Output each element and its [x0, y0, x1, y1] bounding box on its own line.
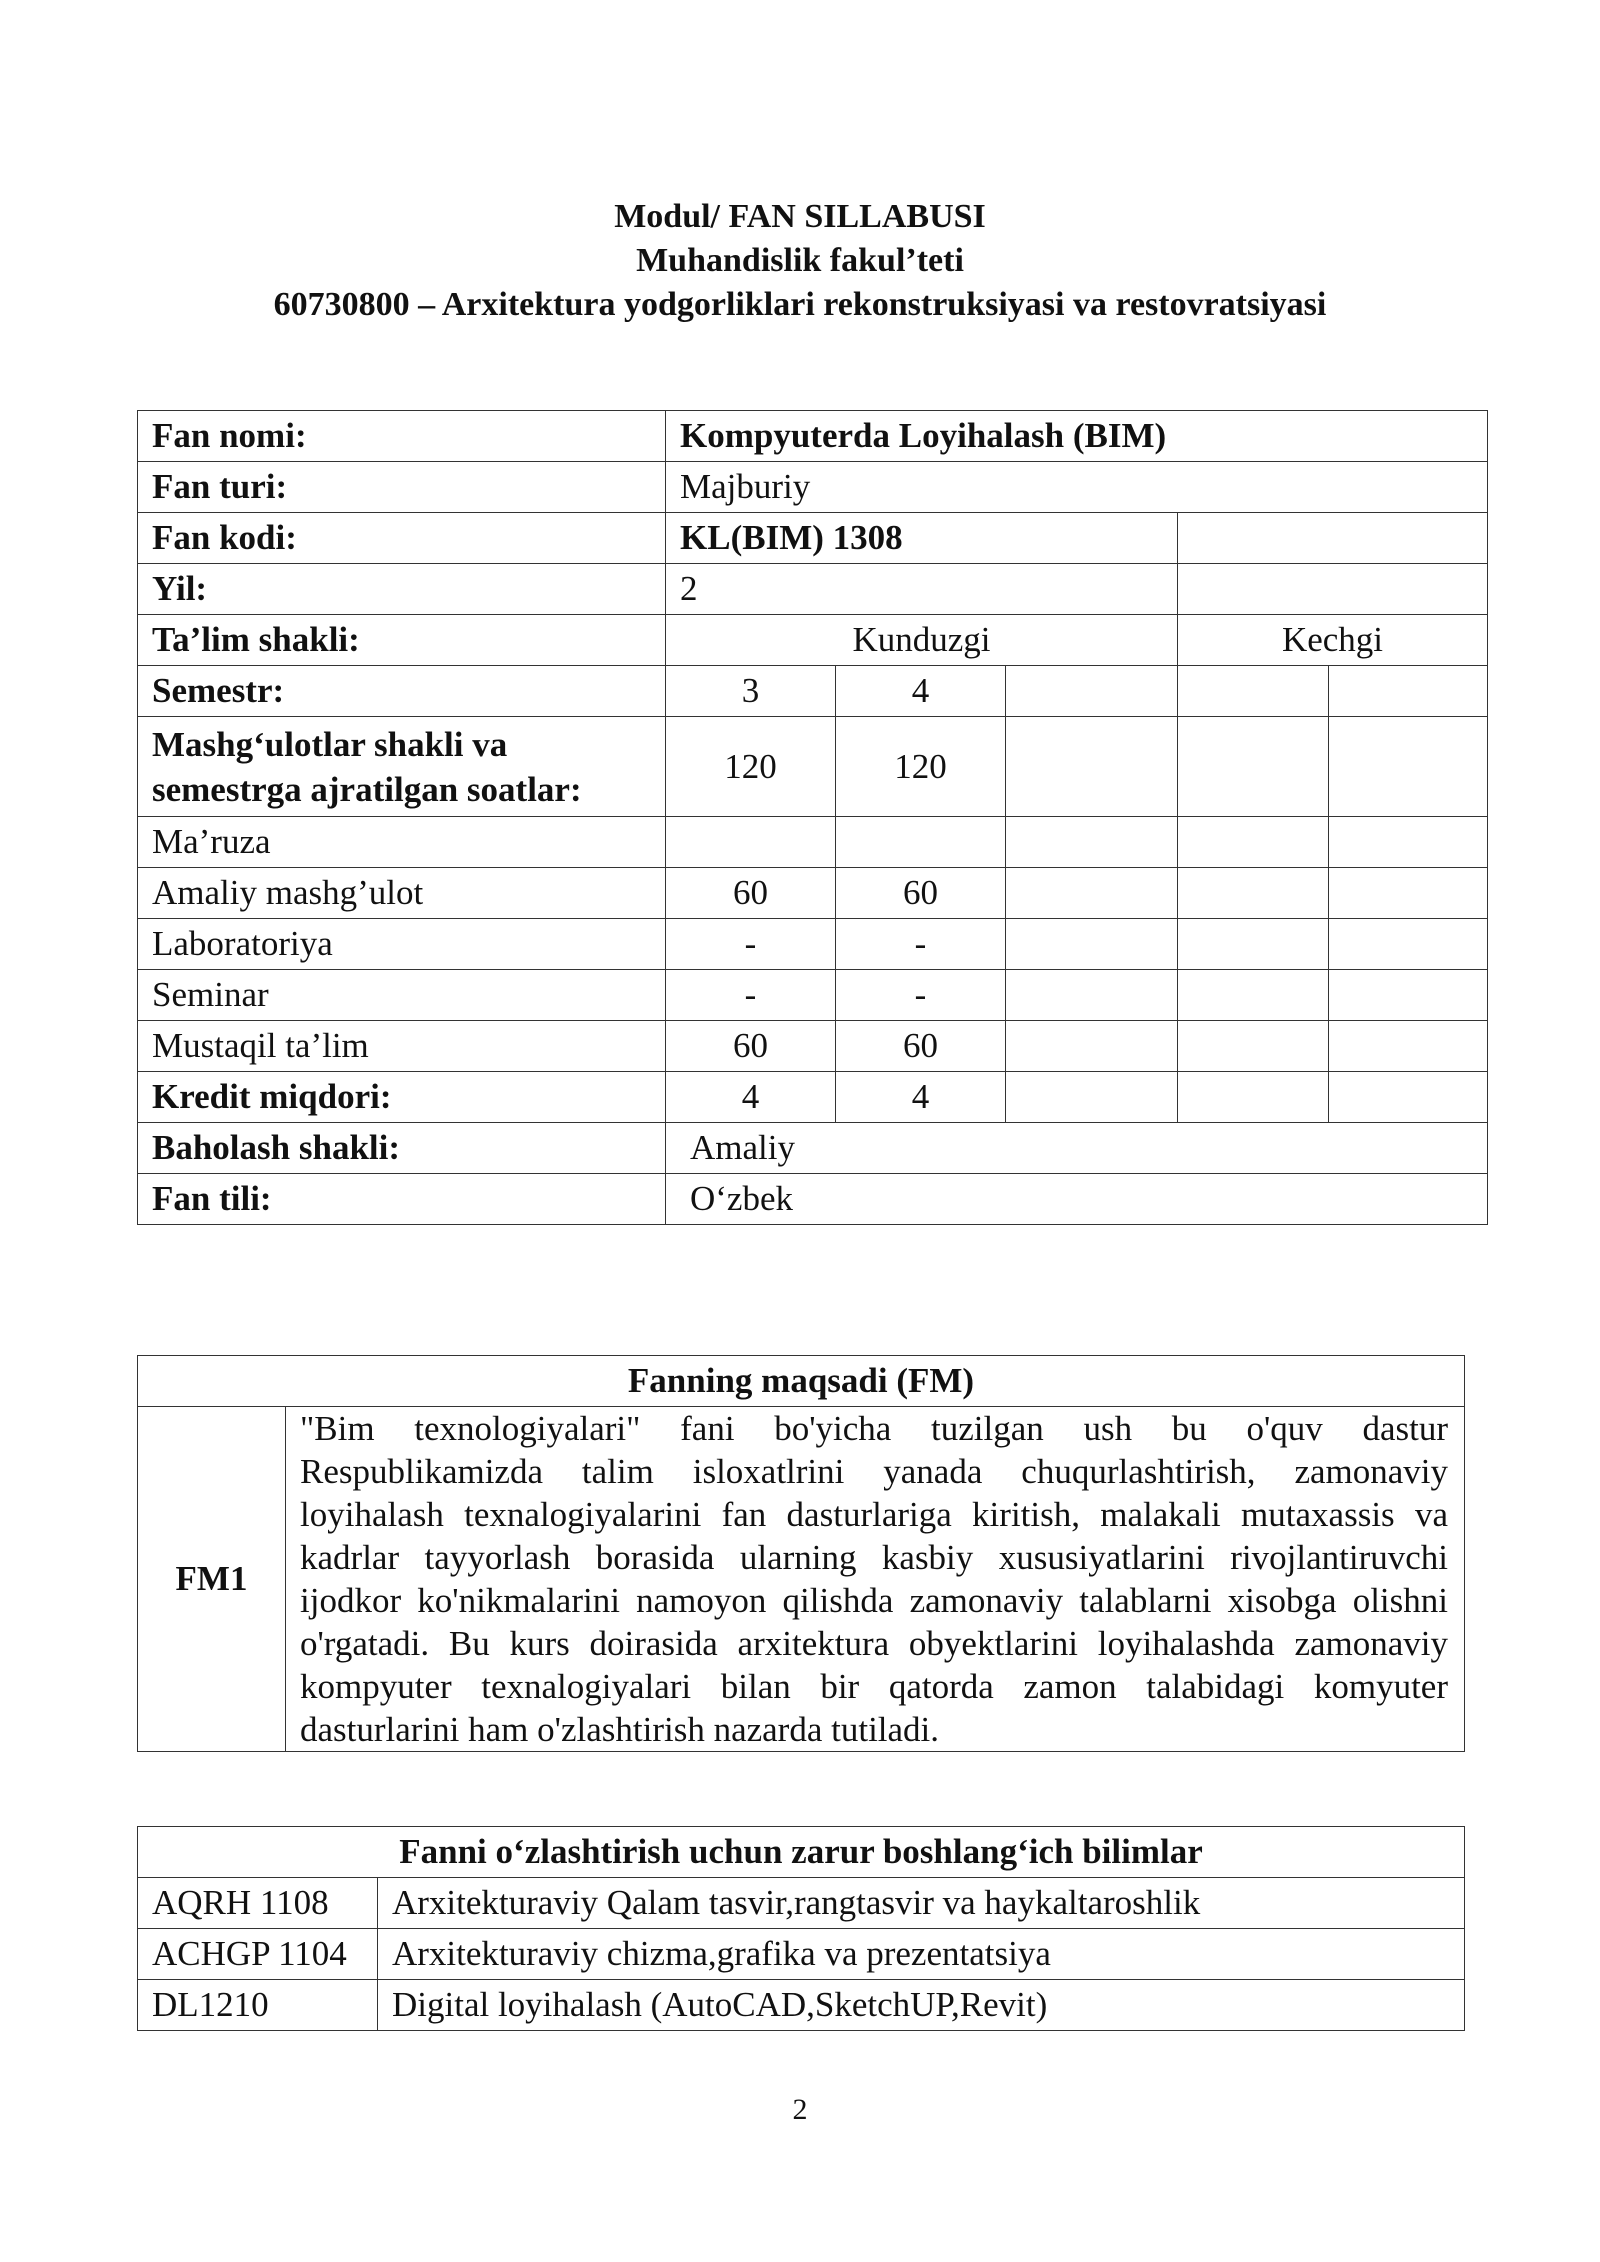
kredit-1: 4	[666, 1072, 836, 1123]
fan-nomi-label: Fan nomi:	[138, 411, 666, 462]
prereq-title: Fanni o‘zlashtirish uchun zarur boshlang‘ich bilimlar	[138, 1827, 1465, 1878]
talim-shakli-label: Ta’lim shakli:	[138, 615, 666, 666]
info-row-amaliy	[138, 868, 1488, 919]
prereq-name: Digital loyihalash (AutoCAD,SketchUP,Revit)	[378, 1980, 1465, 2031]
soatlar-1: 120	[666, 717, 836, 817]
prerequisites-table	[137, 1826, 1465, 2031]
empty-cell	[1178, 970, 1329, 1021]
empty-cell	[1178, 666, 1329, 717]
info-row-seminar	[138, 970, 1488, 1021]
empty-cell	[1178, 919, 1329, 970]
semestr-label: Semestr:	[138, 666, 666, 717]
goal-row-fm1	[138, 1407, 1465, 1752]
prereq-name: Arxitekturaviy Qalam tasvir,rangtasvir va haykaltaroshlik	[378, 1878, 1465, 1929]
fan-kodi-empty-cell	[1178, 513, 1488, 564]
document-title: Modul/ FAN SILLABUSI	[614, 198, 986, 235]
empty-cell	[1178, 1072, 1329, 1123]
mustaqil-2: 60	[836, 1021, 1006, 1072]
empty-cell	[1329, 919, 1488, 970]
semestr-1: 3	[666, 666, 836, 717]
info-row-laboratoriya	[138, 919, 1488, 970]
fan-turi-label: Fan turi:	[138, 462, 666, 513]
empty-cell	[1006, 666, 1178, 717]
kunduzgi-header: Kunduzgi	[666, 615, 1178, 666]
semestr-2: 4	[836, 666, 1006, 717]
empty-cell	[1329, 1072, 1488, 1123]
laboratoriya-1: -	[666, 919, 836, 970]
prereq-code: DL1210	[138, 1980, 378, 2031]
empty-cell	[1006, 817, 1178, 868]
info-row-maruza	[138, 817, 1488, 868]
page-number: 2	[792, 2093, 808, 2126]
info-row-mustaqil	[138, 1021, 1488, 1072]
goal-header-row	[138, 1356, 1465, 1407]
course-info-table	[137, 410, 1488, 1225]
info-row-talim-shakli	[138, 615, 1488, 666]
yil-label: Yil:	[138, 564, 666, 615]
info-row-soatlar	[138, 717, 1488, 817]
maruza-2	[836, 817, 1006, 868]
seminar-label: Seminar	[138, 970, 666, 1021]
yil-value: 2	[666, 564, 1178, 615]
prereq-code: ACHGP 1104	[138, 1929, 378, 1980]
course-goal-table	[137, 1355, 1465, 1752]
kredit-label: Kredit miqdori:	[138, 1072, 666, 1123]
empty-cell	[1178, 1021, 1329, 1072]
baholash-value: Amaliy	[666, 1123, 1488, 1174]
empty-cell	[1006, 970, 1178, 1021]
fan-kodi-value: KL(BIM) 1308	[666, 513, 1178, 564]
mustaqil-1: 60	[666, 1021, 836, 1072]
empty-cell	[1006, 919, 1178, 970]
empty-cell	[1329, 666, 1488, 717]
empty-cell	[1329, 817, 1488, 868]
empty-cell	[1006, 717, 1178, 817]
fan-nomi-value: Kompyuterda Loyihalash (BIM)	[666, 411, 1488, 462]
empty-cell	[1329, 1021, 1488, 1072]
empty-cell	[1329, 717, 1488, 817]
page-header	[0, 195, 1600, 327]
mustaqil-label: Mustaqil ta’lim	[138, 1021, 666, 1072]
kredit-2: 4	[836, 1072, 1006, 1123]
goal-code: FM1	[138, 1407, 286, 1752]
amaliy-2: 60	[836, 868, 1006, 919]
prereq-row	[138, 1980, 1465, 2031]
fan-turi-value: Majburiy	[666, 462, 1488, 513]
prereq-code: AQRH 1108	[138, 1878, 378, 1929]
goal-text: "Bim texnologiyalari" fani bo'yicha tuzilgan ush bu o'quv dastur Respublikamizda talim isloxatlrini yanada chuqurlashtirish, zamonaviy loyihalash texnalogiyalarini fan dasturlariga kiritish, malakali mutaxassis va kadrlar tayyorlash borasida ularning kasbiy xususiyatlarini rivojlantiruvchi ijodkor ko'nikmalarini namoyon qilishda zamonaviy talablarni xisobga olishni o'rgatadi. Bu kurs doirasida arxitektura obyektlarini loyihalashda zamonaviy kompyuter texnalogiyalari bilan bir qatorda zamon talabidagi komyuter dasturlarini ham o'zlashtirish nazarda tutiladi.	[286, 1407, 1465, 1752]
goal-title: Fanning maqsadi (FM)	[138, 1356, 1465, 1407]
soatlar-label: Mashg‘ulotlar shakli va semestrga ajratilgan soatlar:	[138, 717, 666, 817]
empty-cell	[1329, 970, 1488, 1021]
seminar-2: -	[836, 970, 1006, 1021]
prereq-header-row	[138, 1827, 1465, 1878]
fan-kodi-label: Fan kodi:	[138, 513, 666, 564]
info-row-baholash	[138, 1123, 1488, 1174]
laboratoriya-2: -	[836, 919, 1006, 970]
kechgi-header: Kechgi	[1178, 615, 1488, 666]
empty-cell	[1006, 1072, 1178, 1123]
empty-cell	[1006, 868, 1178, 919]
info-row-kredit	[138, 1072, 1488, 1123]
laboratoriya-label: Laboratoriya	[138, 919, 666, 970]
seminar-1: -	[666, 970, 836, 1021]
prereq-row	[138, 1929, 1465, 1980]
maruza-label: Ma’ruza	[138, 817, 666, 868]
amaliy-1: 60	[666, 868, 836, 919]
amaliy-label: Amaliy mashg’ulot	[138, 868, 666, 919]
empty-cell	[1178, 868, 1329, 919]
faculty-name: Muhandislik fakul’teti	[636, 242, 964, 279]
empty-cell	[1178, 717, 1329, 817]
prereq-name: Arxitekturaviy chizma,grafika va prezentatsiya	[378, 1929, 1465, 1980]
info-row-yil	[138, 564, 1488, 615]
soatlar-2: 120	[836, 717, 1006, 817]
program-name: 60730800 – Arxitektura yodgorliklari rekonstruksiyasi va restovratsiyasi	[273, 286, 1327, 323]
fan-tili-value: O‘zbek	[666, 1174, 1488, 1225]
empty-cell	[1329, 868, 1488, 919]
maruza-1	[666, 817, 836, 868]
info-row-fan-tili	[138, 1174, 1488, 1225]
empty-cell	[1006, 1021, 1178, 1072]
yil-empty-cell	[1178, 564, 1488, 615]
info-row-semestr	[138, 666, 1488, 717]
info-row-fan-nomi	[138, 411, 1488, 462]
empty-cell	[1178, 817, 1329, 868]
fan-tili-label: Fan tili:	[138, 1174, 666, 1225]
info-row-fan-turi	[138, 462, 1488, 513]
info-row-fan-kodi	[138, 513, 1488, 564]
baholash-label: Baholash shakli:	[138, 1123, 666, 1174]
prereq-row	[138, 1878, 1465, 1929]
